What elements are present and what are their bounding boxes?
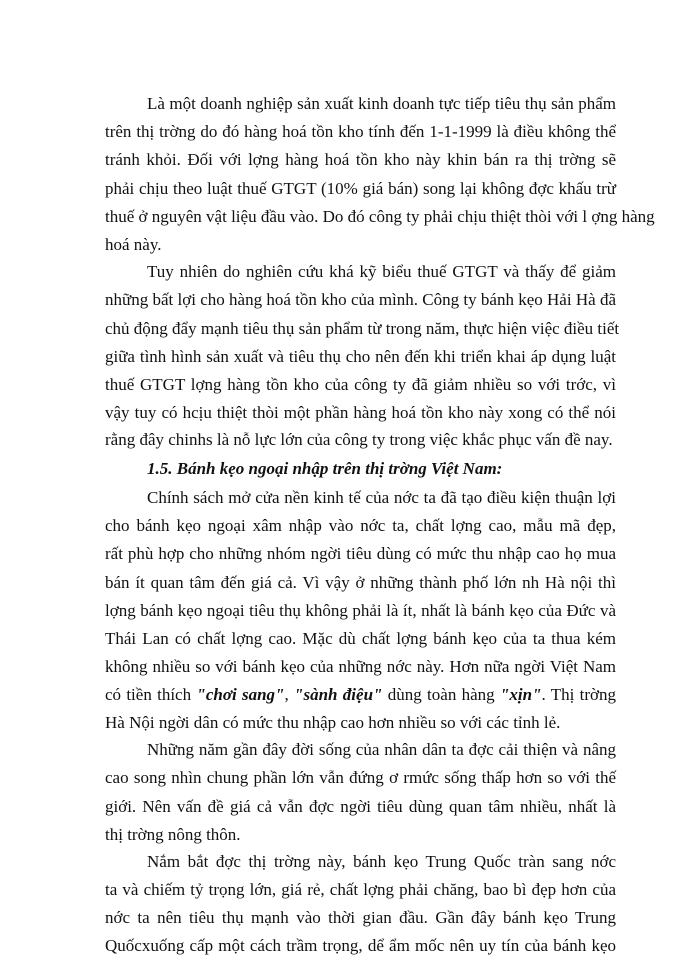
text-line: trên thị trờng do đó hàng hoá tồn kho tính đến 1-1-1999 là điều không thể <box>105 122 616 141</box>
emphasized-phrase: "chơi sang" <box>196 685 285 704</box>
text-line: rất phù hợp cho những nhóm ngời tiêu dùng có mức thu nhập cao họ mua <box>105 544 616 563</box>
text-line <box>105 683 616 707</box>
text-line: Tuy nhiên do nghiên cứu khá kỹ biểu thuế GTGT và thấy để giảm <box>147 262 616 281</box>
text-line: phải chịu theo luật thuế GTGT (10% giá bán) song lại không đợc khấu trừ <box>105 179 616 198</box>
text-line: cho bánh kẹo ngoại xâm nhập vào nớc ta, chất lợng cao, mẫu mã đẹp, <box>105 516 616 535</box>
text-line: Thái Lan có chất lợng cao. Mặc dù chất lợng bánh kẹo của ta thua kém <box>105 629 616 648</box>
text-line: thuế ở nguyên vật liệu đầu vào. Do đó công ty phải chịu thiệt thòi với l ợng hàng <box>105 207 655 226</box>
section-heading: 1.5. Bánh kẹo ngoại nhập trên thị trờng Việt Nam: <box>147 459 503 478</box>
text-line: bán ít quan tâm đến giá cả. Vì vậy ở những thành phố lớn nh Hà nội thì <box>105 573 616 592</box>
text-run: có tiền thích <box>105 685 197 704</box>
text-line: vậy tuy có hcịu thiệt thòi một phần hàng hoá tồn kho này xong có thể nói <box>105 403 616 422</box>
emphasized-phrase: "sành điệu" <box>294 685 383 704</box>
text-line: Quốcxuống cấp một cách trầm trọng, dể ẩm mốc nên uy tín của bánh kẹo <box>105 936 616 955</box>
text-line: rằng đây chinhs là nỗ lực lớn của công ty trong việc khắc phục vấn đề nay. <box>105 430 613 449</box>
text-run: , <box>284 685 295 704</box>
text-line: không nhiều so với bánh kẹo của những nớc này. Hơn nữa ngời Việt Nam <box>105 657 616 676</box>
text-line: Là một doanh nghiệp sản xuất kinh doanh tực tiếp tiêu thụ sản phẩm <box>147 94 616 113</box>
text-line: thị trờng nông thôn. <box>105 825 241 844</box>
text-line: nớc ta nên tiêu thụ mạnh vào thời gian đầu. Gần đây bánh kẹo Trung <box>105 908 616 927</box>
text-run: dùng toàn hàng <box>382 685 500 704</box>
text-line: những bất lợi cho hàng hoá tồn kho của mình. Công ty bánh kẹo Hải Hà đã <box>105 290 616 309</box>
emphasized-phrase: "xịn" <box>499 685 542 704</box>
text-line: ta và chiếm tỷ trọng lớn, giá rẻ, chất lợng phải chăng, bao bì đẹp hơn của <box>105 880 616 899</box>
text-line: Nắm bắt đợc thị trờng này, bánh kẹo Trung Quốc tràn sang nớc <box>147 852 616 871</box>
text-line: giữa tình hình sản xuất và tiêu thụ cho nên đến khi triển khai áp dụng luật <box>105 347 616 366</box>
text-line: Chính sách mở cửa nền kinh tế của nớc ta đã tạo điều kiện thuận lợi <box>147 488 616 507</box>
text-line: Những năm gần đây đời sống của nhân dân ta đợc cải thiện và nâng <box>147 740 616 759</box>
text-line: thuế GTGT lợng hàng tồn kho của công ty đã giảm nhiều so với trớc, vì <box>105 375 616 394</box>
text-line: lợng bánh kẹo ngoại tiêu thụ không phải là ít, nhất là bánh kẹo của Đức và <box>105 601 616 620</box>
text-line: Hà Nội ngời dân có mức thu nhập cao hơn nhiều so với các tỉnh lẻ. <box>105 713 561 732</box>
text-line: cao song nhìn chung phần lớn vẫn đứng ơ rmức sống thấp hơn so với thế <box>105 768 616 787</box>
text-line: tránh khỏi. Đối với lợng hàng hoá tồn kho này khin bán ra thị trờng sẽ <box>105 150 616 169</box>
text-line: chủ động đẩy mạnh tiêu thụ sản phẩm từ trong năm, thực hiện việc điều tiết <box>105 319 620 338</box>
text-line: giới. Nên vấn đề giá cả vẫn đợc ngời tiêu dùng quan tâm nhiều, nhất là <box>105 797 616 816</box>
text-line: hoá này. <box>105 235 162 254</box>
text-run: . Thị trờng <box>541 685 617 704</box>
